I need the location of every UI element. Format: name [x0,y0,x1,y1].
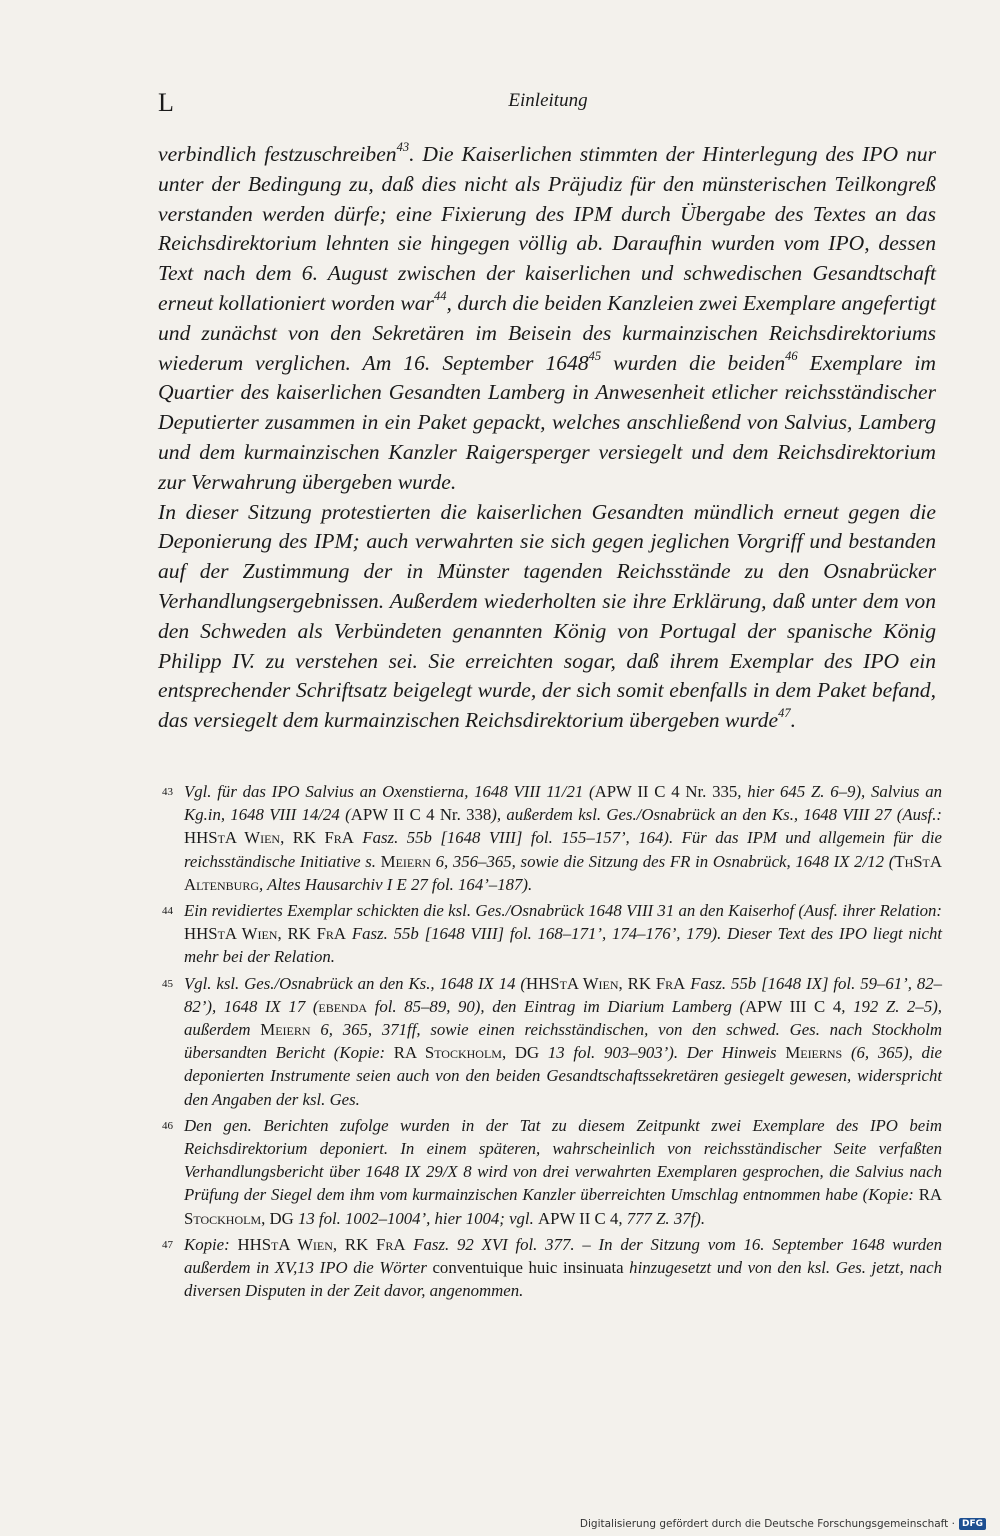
footnote-text: 6, 365, 371ff, sowie einen reichsständischen, von den schwed. Ges. nach Stockholm übersandten Bericht (Kopie: [184,1020,943,1063]
footnote-ref-43[interactable]: 43 [396,139,410,154]
footnote-number: 45 [162,977,173,990]
citation-ref: APW II C 4 Nr. 338 [350,805,492,825]
footnote-text: Fasz. 55b [1648 VIII] fol. 155–157’, 164). Für das IPM und allgemein für die reichsständische Initiative s. [184,828,943,871]
text-run: In dieser Sitzung protestierten die kaiserlichen Gesandten mündlich erneut gegen die Deponierung des IPM; auch verwahrten sie sich gegen jeglichen Vorgriff und bestanden auf der Zustimmung der in Münster tagenden Reichsstände zu den Osnabrücker Verhandlungsergebnissen. Außerdem wiederholten sie ihre Erklärung, daß unter dem von den Schweden als Verbündeten genannten König von Portugal der spanische König Philipp IV. zu verstehen sei. Sie erreichten sogar, daß ihrem Exemplar des IPO ein entsprechender Schriftsatz beigelegt wurde, der sich somit ebenfalls in dem Paket befand, das versiegelt dem kurmainzischen Reichsdirektorium übergeben wurde [158,499,936,733]
text-run: . [790,708,797,733]
footnote-text: Fasz. 55b [1648 IX] fol. 59–61’, 82–82’), 1648 IX 17 ( [184,973,943,1016]
footnote-text: Ein revidiertes Exemplar schickten die ksl. Ges./Osnabrück 1648 VIII 31 an den Kaiserhof (Ausf. ihrer Relation: [184,901,942,921]
archive-ref: Meiern [380,851,431,871]
credit-text: Digitalisierung gefördert durch die Deutsche Forschungsgemeinschaft · [579,1518,955,1530]
archive-ref: ThStA Altenburg [184,851,943,894]
footnote-text: Kopie: [184,1234,238,1254]
archive-ref: ebenda [318,996,368,1016]
dfg-logo: DFG [959,1518,986,1530]
footnote-text: 13 fol. 1002–1004’, hier 1004; vgl. [293,1208,538,1228]
footnote-text: Vgl. ksl. Ges./Osnabrück an den Ks., 1648 IX 14 ( [184,973,526,993]
citation-ref: APW III C 4 [745,996,842,1016]
footnote-text: , 192 Z. 2–5), außerdem [184,996,943,1040]
footnote-ref-47[interactable]: 47 [778,706,791,721]
archive-ref: HHStA Wien, RK FrA [184,828,354,848]
footnote-text: Vgl. für das IPO Salvius an Oxenstierna, 1648 VIII 11/21 ( [184,782,595,801]
footnote-text: 6, 356–365, sowie die Sitzung des FR in Osnabrück, 1648 IX 2/12 ( [430,851,895,871]
archive-ref: RA Stockholm, DG [184,1185,942,1228]
text-run: . Die Kaiserlichen stimmten der Hinterlegung des IPO nur unter der Bedingung zu, daß dies nicht als Präjudiz für den münsterischen Teilkongreß verstanden werden dürfe; eine Fixierung des IPM durch Übergabe des Textes an das Reichsdirektorium lehnten sie hingegen völlig ab. Daraufhin wurden vom IPO, dessen Text nach dem 6. August zwischen der kaiserlichen und schwedischen Gesandtschaft erneut kollationiert worden war [158,142,936,315]
page-number: L [158,88,174,117]
footnote-46 [162,1114,942,1230]
footnote-text: , 777 Z. 37f). [618,1208,706,1228]
footnote-number: 47 [162,1238,173,1251]
footnote-number: 43 [162,786,173,798]
footnote-text: (6, 365), die deponierten Instrumente seien auch von den beiden Gesandtschaftssekretären gesiegelt gewesen, widerspricht den Angaben der ksl. Ges. [184,1043,943,1109]
archive-ref: Meiern [260,1020,311,1040]
footnote-number: 46 [162,1119,173,1132]
archive-ref: HHStA Wien, RK FrA [526,973,686,993]
text-run: verbindlich festzuschreiben [158,142,397,166]
citation-ref: conventuique huic insinuata [432,1258,624,1278]
footnote-ref-44[interactable]: 44 [433,288,447,303]
footnote-text: 13 fol. 903–903’). Der Hinweis [539,1043,786,1063]
footnote-44 [162,899,942,969]
footnote-text: , Altes Hausarchiv I E 27 fol. 164’–187). [259,874,533,894]
text-run: , durch die beiden Kanzleien zwei Exemplare angefertigt und zunächst von den Sekretären im Beisein des kurmainzischen Reichsdirektoriums wiederum verglichen. Am 16. September 1648 [158,290,936,375]
archive-ref: RA Stockholm, DG [393,1043,540,1063]
footnote-text: , hier 645 Z. 6–9), Salvius an Kg.in, 1648 VIII 14/24 ( [184,782,943,825]
running-title: Einleitung [508,90,588,111]
footnote-text: Den gen. Berichten zufolge wurden in der Tat zu diesem Zeitpunkt zwei Exemplare des IPO beim Reichsdirektorium deponiert. In einem späteren, wahrscheinlich von reichsständischer Seite verfaßten Verhandlungsbericht über 1648 IX 29/X 8 wird von drei verwahrten Exemplaren gesprochen, die Salvius nach Prüfung der Siegel dem ihm vom kurmainzischen Kanzler überreichten Umschlag entnommen habe (Kopie: [184,1115,942,1205]
text-run: wurden die beiden [601,350,786,375]
footnote-43 [162,780,942,896]
paragraph-1 [158,140,936,498]
archive-ref: HHStA Wien, RK FrA [237,1234,406,1254]
archive-ref: HHStA Wien, RK FrA [184,924,347,944]
footnote-ref-46[interactable]: 46 [785,348,798,363]
text-run: Exemplare im Quartier des kaiserlichen Gesandten Lamberg in Anwesenheit etlicher reichsständischer Deputierter zusammen in ein Paket gepackt, welches anschließend von Salvius, Lamberg und dem kurmainzischen Kanzler Raigersperger versiegelt und dem Reichsdirektorium zur Verwahrung übergeben wurde. [158,350,936,494]
citation-ref: APW II C 4 [538,1208,619,1228]
footnote-47 [162,1233,942,1303]
footnote-number: 44 [162,905,173,918]
footnote-45 [162,972,942,1111]
footnote-text: fol. 85–89, 90), den Eintrag im Diarium Lamberg ( [367,996,746,1016]
footnote-text: hinzugesetzt und von den ksl. Ges. jetzt, nach diversen Disputen in der Zeit davor, angenommen. [184,1258,942,1301]
footnote-ref-45[interactable]: 45 [588,348,602,363]
footnote-text: Fasz. 55b [1648 VIII] fol. 168–171’, 174–176’, 179). Dieser Text des IPO liegt nicht mehr bei der Relation. [184,924,942,967]
footnote-text: ), außerdem ksl. Ges./Osnabrück an den Ks., 1648 VIII 27 (Ausf.: [491,805,942,825]
archive-ref: Meierns [785,1043,843,1063]
paragraph-2 [158,498,936,736]
running-head [158,88,938,122]
citation-ref: APW II C 4 Nr. 335 [594,782,738,801]
digitization-credit [580,1518,986,1530]
main-text [158,140,936,736]
footnotes [162,780,942,1305]
footnote-text: Fasz. 92 XVI fol. 377. – In der Sitzung vom 16. September 1648 wurden außerdem in XV,13 IPO die Wörter [184,1234,942,1278]
